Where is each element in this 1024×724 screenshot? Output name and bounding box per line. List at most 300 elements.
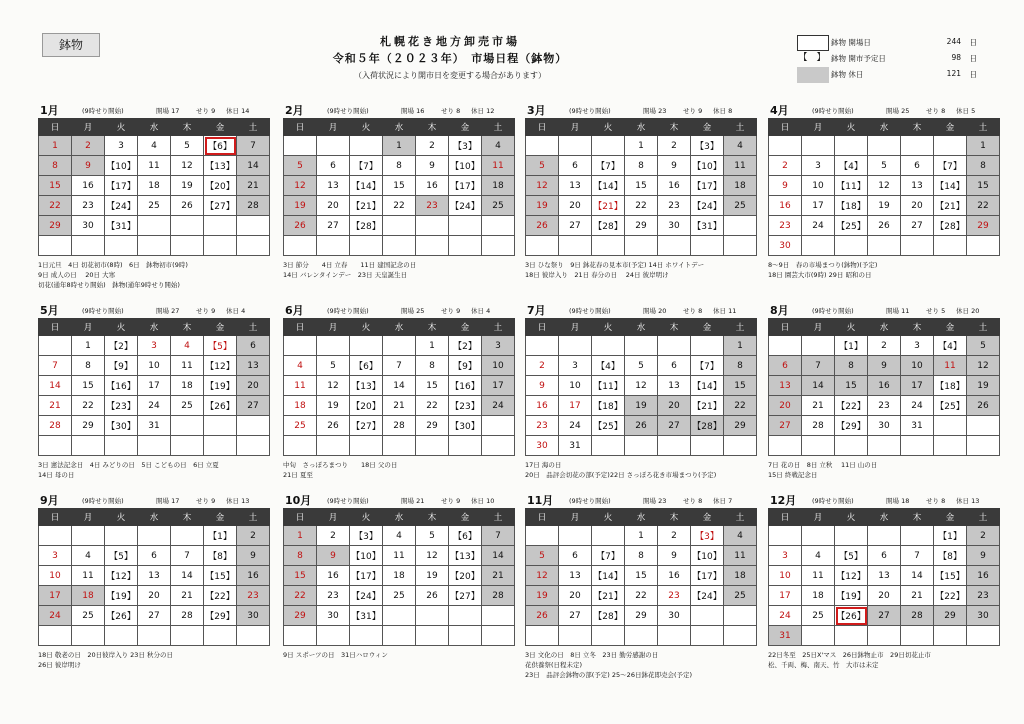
empty-cell (559, 236, 592, 256)
day-cell: 【27】 (204, 196, 237, 216)
month-name: 1月 (40, 104, 59, 117)
empty-cell (592, 626, 625, 646)
day-cell: 【26】 (835, 606, 868, 626)
day-cell: 18 (482, 176, 515, 196)
month-7 (525, 302, 757, 480)
day-cell: 6 (138, 546, 171, 566)
day-cell: 【5】 (204, 336, 237, 356)
weekday-header: 水 (868, 319, 901, 336)
day-cell: 20 (317, 196, 350, 216)
day-cell: 【25】 (592, 416, 625, 436)
day-cell: 19 (625, 396, 658, 416)
day-cell: 13 (237, 356, 270, 376)
day-cell: 【28】 (592, 606, 625, 626)
day-cell: 7 (802, 356, 835, 376)
holiday-count: 休日 8 (713, 107, 733, 115)
day-cell: 8 (625, 546, 658, 566)
weekday-header: 金 (691, 509, 724, 526)
week-row (39, 236, 270, 256)
day-cell: 【7】 (934, 156, 967, 176)
note-line: 23日 品評会鉢物の部(予定) 25〜26日鉢花即売会(予定) (525, 671, 693, 679)
day-cell: 10 (802, 176, 835, 196)
holiday-count: 休日 5 (956, 107, 976, 115)
week-row (769, 416, 1000, 436)
day-cell: 4 (724, 136, 757, 156)
day-cell: 3 (559, 356, 592, 376)
day-cell: 4 (802, 546, 835, 566)
day-cell: 11 (72, 566, 105, 586)
empty-cell (171, 416, 204, 436)
day-cell: 6 (317, 156, 350, 176)
day-cell: 4 (724, 526, 757, 546)
day-cell: 24 (138, 396, 171, 416)
empty-cell (724, 626, 757, 646)
day-cell: 3 (482, 336, 515, 356)
day-cell: 23 (658, 586, 691, 606)
month-header (38, 102, 270, 118)
weekday-row (284, 319, 515, 336)
empty-cell (901, 136, 934, 156)
open-days-count: 開場 11 (886, 307, 910, 315)
day-cell: 29 (416, 416, 449, 436)
empty-cell (802, 336, 835, 356)
day-cell: 13 (317, 176, 350, 196)
legend-box-closed (797, 67, 829, 83)
empty-cell (835, 626, 868, 646)
day-cell: 12 (284, 176, 317, 196)
day-cell: 19 (284, 196, 317, 216)
auction-days-count: せり 8 (683, 307, 703, 315)
day-cell: 5 (526, 546, 559, 566)
day-cell: 【17】 (105, 176, 138, 196)
day-cell: 26 (967, 396, 1000, 416)
auction-days-count: せり 9 (196, 107, 216, 115)
day-cell: 23 (868, 396, 901, 416)
weekday-row (526, 119, 757, 136)
note-line: 1日元旦 4日 切花初市(8時) 6日 鉢物初市(9時) (38, 261, 188, 269)
empty-cell (526, 336, 559, 356)
day-cell: 23 (526, 416, 559, 436)
empty-cell (317, 436, 350, 456)
empty-cell (416, 626, 449, 646)
month-notes (283, 260, 515, 280)
weekday-header: 土 (482, 509, 515, 526)
weekday-header: 金 (934, 119, 967, 136)
empty-cell (416, 436, 449, 456)
day-cell: 19 (171, 176, 204, 196)
day-cell: 【30】 (105, 416, 138, 436)
day-cell: 11 (934, 356, 967, 376)
empty-cell (204, 436, 237, 456)
note-line: 14日 母の日 (38, 471, 75, 479)
weekday-header: 水 (625, 509, 658, 526)
auction-days-count: せり 9 (441, 497, 461, 505)
week-row (526, 356, 757, 376)
weekday-header: 土 (237, 319, 270, 336)
week-row (769, 566, 1000, 586)
empty-cell (691, 436, 724, 456)
month-notes (525, 460, 757, 480)
day-cell: 10 (901, 356, 934, 376)
day-cell: 【9】 (449, 356, 482, 376)
day-cell: 30 (769, 236, 802, 256)
month-name: 7月 (527, 304, 546, 317)
empty-cell (526, 136, 559, 156)
weekday-header: 木 (416, 509, 449, 526)
weekday-header: 木 (658, 119, 691, 136)
weekday-header: 金 (691, 319, 724, 336)
empty-cell (284, 626, 317, 646)
month-name: 5月 (40, 304, 59, 317)
day-cell: 27 (237, 396, 270, 416)
week-row (39, 606, 270, 626)
weekday-row (39, 319, 270, 336)
day-cell: 5 (967, 336, 1000, 356)
empty-cell (237, 416, 270, 436)
note-line: 3日 文化の日 8日 立冬 23日 勤労感謝の日 (525, 651, 659, 659)
weekday-header: 火 (105, 509, 138, 526)
day-cell: 13 (658, 376, 691, 396)
day-cell: 【1】 (204, 526, 237, 546)
weekday-header: 木 (171, 319, 204, 336)
day-cell: 21 (39, 396, 72, 416)
note-line: 14日 バレンタインデー 23日 天皇誕生日 (283, 271, 408, 279)
day-cell: 【17】 (691, 566, 724, 586)
empty-cell (967, 236, 1000, 256)
empty-cell (383, 216, 416, 236)
week-row (769, 606, 1000, 626)
auction-start-note: (9時せり開始) (327, 107, 369, 115)
day-cell: 11 (138, 156, 171, 176)
day-cell: 27 (901, 216, 934, 236)
empty-cell (482, 236, 515, 256)
week-row (769, 176, 1000, 196)
calendar-grid (283, 318, 515, 456)
day-cell: 【1】 (835, 336, 868, 356)
day-cell: 21 (237, 176, 270, 196)
schedule-disclaimer: （入荷状況により開市日を変更する場合があります） (354, 71, 546, 80)
weekday-row (769, 509, 1000, 526)
day-cell: 21 (802, 396, 835, 416)
day-cell: 11 (383, 546, 416, 566)
day-cell: 7 (482, 526, 515, 546)
day-cell: 1 (625, 136, 658, 156)
day-cell: 28 (901, 606, 934, 626)
day-cell: 11 (802, 566, 835, 586)
weekday-header: 火 (105, 119, 138, 136)
day-cell: 【4】 (835, 156, 868, 176)
day-cell: 27 (559, 606, 592, 626)
note-line: 9日 スポーツの日 31日ハロウィン (283, 651, 388, 659)
week-row (284, 176, 515, 196)
empty-cell (658, 436, 691, 456)
day-cell: 【28】 (350, 216, 383, 236)
week-row (284, 216, 515, 236)
day-cell: 【13】 (350, 376, 383, 396)
empty-cell (625, 626, 658, 646)
week-row (526, 526, 757, 546)
empty-cell (39, 236, 72, 256)
month-header (768, 302, 1000, 318)
day-cell: 【2】 (449, 336, 482, 356)
empty-cell (449, 436, 482, 456)
day-cell: 12 (625, 376, 658, 396)
day-cell: 【23】 (449, 396, 482, 416)
empty-cell (105, 236, 138, 256)
calendar-grid (283, 118, 515, 256)
weekday-header: 水 (625, 319, 658, 336)
legend-count: 121 (946, 69, 961, 78)
day-cell: 【15】 (934, 566, 967, 586)
day-cell: 8 (284, 546, 317, 566)
holiday-count: 休日 20 (956, 307, 980, 315)
calendar-grid (283, 508, 515, 646)
day-cell: 【18】 (934, 376, 967, 396)
day-cell: 9 (868, 356, 901, 376)
week-row (526, 626, 757, 646)
empty-cell (350, 626, 383, 646)
weekday-header: 木 (171, 119, 204, 136)
day-cell: 2 (967, 526, 1000, 546)
week-row (39, 356, 270, 376)
day-cell: 23 (237, 586, 270, 606)
empty-cell (350, 336, 383, 356)
day-cell: 10 (138, 356, 171, 376)
day-cell: 2 (72, 136, 105, 156)
day-cell: 20 (559, 196, 592, 216)
week-row (526, 566, 757, 586)
month-name: 10月 (285, 494, 312, 507)
empty-cell (724, 216, 757, 236)
day-cell: 【10】 (350, 546, 383, 566)
day-cell: 30 (658, 606, 691, 626)
empty-cell (383, 626, 416, 646)
day-cell: 18 (284, 396, 317, 416)
auction-start-note: (9時せり開始) (327, 307, 369, 315)
day-cell: 12 (868, 176, 901, 196)
weekday-header: 火 (592, 119, 625, 136)
day-cell: 【18】 (835, 196, 868, 216)
note-line: 8〜9日 春の市場まつり(鉢物)(予定) (768, 261, 878, 269)
day-cell: 18 (383, 566, 416, 586)
day-cell: 24 (901, 396, 934, 416)
day-cell: 【31】 (691, 216, 724, 236)
day-cell: 【14】 (934, 176, 967, 196)
legend-box-bracket: 【 】 (798, 53, 826, 63)
day-cell: 【9】 (105, 356, 138, 376)
day-cell: 【14】 (592, 566, 625, 586)
week-row (769, 626, 1000, 646)
auction-start-note: (9時せり開始) (812, 307, 854, 315)
empty-cell (802, 436, 835, 456)
day-cell: 【14】 (592, 176, 625, 196)
week-row (284, 626, 515, 646)
day-cell: 7 (171, 546, 204, 566)
note-line: 3日 憲法記念日 4日 みどりの日 5日 こどもの日 6日 立夏 (38, 461, 219, 469)
day-cell: 【19】 (835, 586, 868, 606)
weekday-row (526, 319, 757, 336)
empty-cell (482, 606, 515, 626)
day-cell: 【3】 (449, 136, 482, 156)
day-cell: 20 (237, 376, 270, 396)
legend-unit: 日 (969, 54, 977, 63)
day-cell: 【5】 (105, 546, 138, 566)
day-cell: 23 (72, 196, 105, 216)
empty-cell (901, 526, 934, 546)
empty-cell (559, 336, 592, 356)
week-row (526, 606, 757, 626)
note-line: 3日 節分 4日 立春 11日 建国記念の日 (283, 261, 417, 269)
weekday-header: 水 (625, 119, 658, 136)
empty-cell (802, 136, 835, 156)
week-row (769, 216, 1000, 236)
holiday-count: 休日 13 (956, 497, 980, 505)
open-days-count: 開場 23 (643, 107, 667, 115)
day-cell: 9 (769, 176, 802, 196)
empty-cell (769, 436, 802, 456)
weekday-header: 火 (592, 509, 625, 526)
auction-start-note: (9時せり開始) (569, 497, 611, 505)
empty-cell (967, 416, 1000, 436)
week-row (284, 356, 515, 376)
day-cell: 4 (171, 336, 204, 356)
day-cell: 15 (39, 176, 72, 196)
day-cell: 12 (526, 566, 559, 586)
empty-cell (868, 236, 901, 256)
empty-cell (416, 606, 449, 626)
legend-box-open (797, 35, 829, 51)
week-row (284, 416, 515, 436)
day-cell: 【3】 (691, 526, 724, 546)
empty-cell (237, 236, 270, 256)
day-cell: 21 (383, 396, 416, 416)
day-cell: 27 (138, 606, 171, 626)
day-cell: 2 (317, 526, 350, 546)
month-name: 6月 (285, 304, 304, 317)
empty-cell (559, 526, 592, 546)
day-cell: 15 (416, 376, 449, 396)
day-cell: 【19】 (204, 376, 237, 396)
category-tag: 鉢物 (42, 33, 100, 57)
empty-cell (658, 236, 691, 256)
empty-cell (934, 416, 967, 436)
weekday-header: 火 (592, 319, 625, 336)
day-cell: 18 (802, 586, 835, 606)
day-cell: 14 (237, 156, 270, 176)
day-cell: 19 (526, 196, 559, 216)
day-cell: 【30】 (449, 416, 482, 436)
month-5 (38, 302, 270, 480)
day-cell: 9 (658, 156, 691, 176)
day-cell: 29 (967, 216, 1000, 236)
empty-cell (416, 216, 449, 236)
weekday-header: 日 (39, 119, 72, 136)
week-row (39, 566, 270, 586)
month-9 (38, 492, 270, 670)
day-cell: 13 (559, 176, 592, 196)
day-cell: 【24】 (105, 196, 138, 216)
empty-cell (138, 236, 171, 256)
weekday-header: 水 (383, 509, 416, 526)
weekday-header: 木 (658, 319, 691, 336)
empty-cell (559, 136, 592, 156)
empty-cell (138, 626, 171, 646)
day-cell: 【20】 (350, 396, 383, 416)
weekday-header: 木 (416, 319, 449, 336)
holiday-count: 休日 10 (471, 497, 495, 505)
day-cell: 26 (625, 416, 658, 436)
month-2 (283, 102, 515, 280)
week-row (526, 136, 757, 156)
weekday-header: 月 (317, 509, 350, 526)
day-cell: 12 (967, 356, 1000, 376)
empty-cell (449, 606, 482, 626)
day-cell: 30 (967, 606, 1000, 626)
day-cell: 27 (769, 416, 802, 436)
weekday-header: 日 (39, 319, 72, 336)
auction-start-note: (9時せり開始) (812, 497, 854, 505)
empty-cell (625, 336, 658, 356)
day-cell: 19 (317, 396, 350, 416)
empty-cell (592, 136, 625, 156)
month-name: 11月 (527, 494, 554, 507)
calendar-grid (768, 318, 1000, 456)
day-cell: 5 (317, 356, 350, 376)
open-days-count: 開場 21 (401, 497, 425, 505)
day-cell: 【5】 (835, 546, 868, 566)
day-cell: 【17】 (350, 566, 383, 586)
day-cell: 【3】 (350, 526, 383, 546)
day-cell: 【13】 (204, 156, 237, 176)
day-cell: 31 (138, 416, 171, 436)
day-cell: 12 (171, 156, 204, 176)
day-cell: 【28】 (691, 416, 724, 436)
auction-days-count: せり 8 (683, 497, 703, 505)
day-cell: 15 (383, 176, 416, 196)
day-cell: 3 (802, 156, 835, 176)
empty-cell (724, 236, 757, 256)
weekday-header: 月 (802, 119, 835, 136)
weekday-header: 月 (317, 119, 350, 136)
weekday-header: 火 (350, 119, 383, 136)
day-cell: 20 (559, 586, 592, 606)
weekday-header: 木 (416, 119, 449, 136)
auction-start-note: (9時せり開始) (82, 307, 124, 315)
week-row (526, 156, 757, 176)
week-row (526, 216, 757, 236)
month-header (283, 102, 515, 118)
empty-cell (171, 236, 204, 256)
day-cell: 【21】 (592, 196, 625, 216)
day-cell: 22 (724, 396, 757, 416)
day-cell: 31 (559, 436, 592, 456)
week-row (284, 376, 515, 396)
day-cell: 【29】 (835, 416, 868, 436)
empty-cell (559, 626, 592, 646)
month-notes (283, 460, 515, 480)
week-row (284, 136, 515, 156)
day-cell: 11 (171, 356, 204, 376)
day-cell: 16 (72, 176, 105, 196)
week-row (284, 526, 515, 546)
holiday-count: 休日 4 (226, 307, 246, 315)
empty-cell (317, 626, 350, 646)
empty-cell (835, 526, 868, 546)
week-row (526, 236, 757, 256)
auction-days-count: せり 9 (683, 107, 703, 115)
day-cell: 【19】 (105, 586, 138, 606)
day-cell: 30 (237, 606, 270, 626)
